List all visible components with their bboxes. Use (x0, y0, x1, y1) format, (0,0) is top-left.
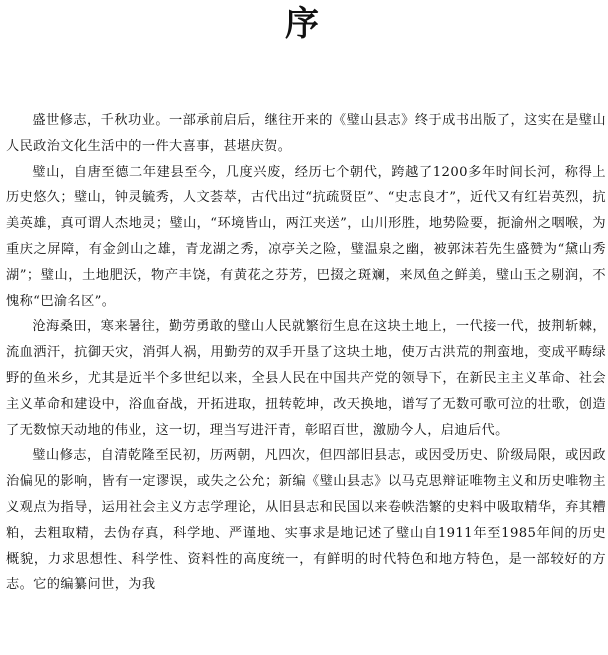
preface-body (6, 108, 606, 598)
page-title: 序 (285, 4, 323, 44)
paragraph: 盛世修志，千秋功业。一部承前启后，继往开来的《璧山县志》终于成书出版了，这实在是璧山人民政治文化生活中的一件大喜事，甚堪庆贺。 (6, 113, 606, 154)
paragraph: 璧山，自唐至德二年建县至今，几度兴废，经历七个朝代，跨越了1200多年时间长河，称得上历史悠久；璧山，钟灵毓秀，人文荟萃，古代出过“抗疏贤臣”、“史志良才”，近代又有红岩英烈，抗美英雄，真可谓人杰地灵；璧山，“环境皆山，两江夹送”，山川形胜，地势险要，扼渝州之咽喉，为重庆之屏障，有金剑山之雄，青龙湖之秀，凉亭关之险，璧温泉之幽，被郭沫若先生盛赞为“黛山秀湖”；璧山，土地肥沃，物产丰饶，有黄花之芬芳，巴掇之斑斓，来凤鱼之鲜美，璧山玉之剔润，不愧称“巴渝名区”。 (6, 164, 606, 309)
paragraph: 沧海桑田，寒来暑往，勤劳勇敢的璧山人民就繁衍生息在这块土地上，一代接一代，披荆斩棘，流血洒汗，抗御天灾，消弭人祸，用勤劳的双手开垦了这块土地，使万古洪荒的荆蛮地，变成平畴绿野的鱼米乡，尤其是近半个多世纪以来，全县人民在中国共产党的领导下，在新民主主义革命、社会主义革命和建设中，浴血奋战，开拓进取，扭转乾坤，改天换地，谱写了无数可歌可泣的壮歌，创造了无数惊天动地的伟业，这一切，理当写进汗青，彰昭百世，激励今人，启迪后代。 (6, 319, 606, 438)
paragraph: 璧山修志，自清乾隆至民初，历两朝，凡四次，但四部旧县志，或因受历史、阶级局限，或因政治偏见的影响，皆有一定谬误，或失之公允；新编《璧山县志》以马克思辩证唯物主义和历史唯物主义观点为指导，运用社会主义方志学理论，从旧县志和民国以来卷帙浩繁的史料中吸取精华，弃其糟粕，去粗取精，去伪存真，科学地、严谨地、实事求是地记述了璧山自1911年至1985年间的历史概貌，力求思想性、科学性、资料性的高度统一，有鲜明的时代特色和地方特色，是一部较好的方志。它的编纂问世，为我 (6, 448, 606, 593)
